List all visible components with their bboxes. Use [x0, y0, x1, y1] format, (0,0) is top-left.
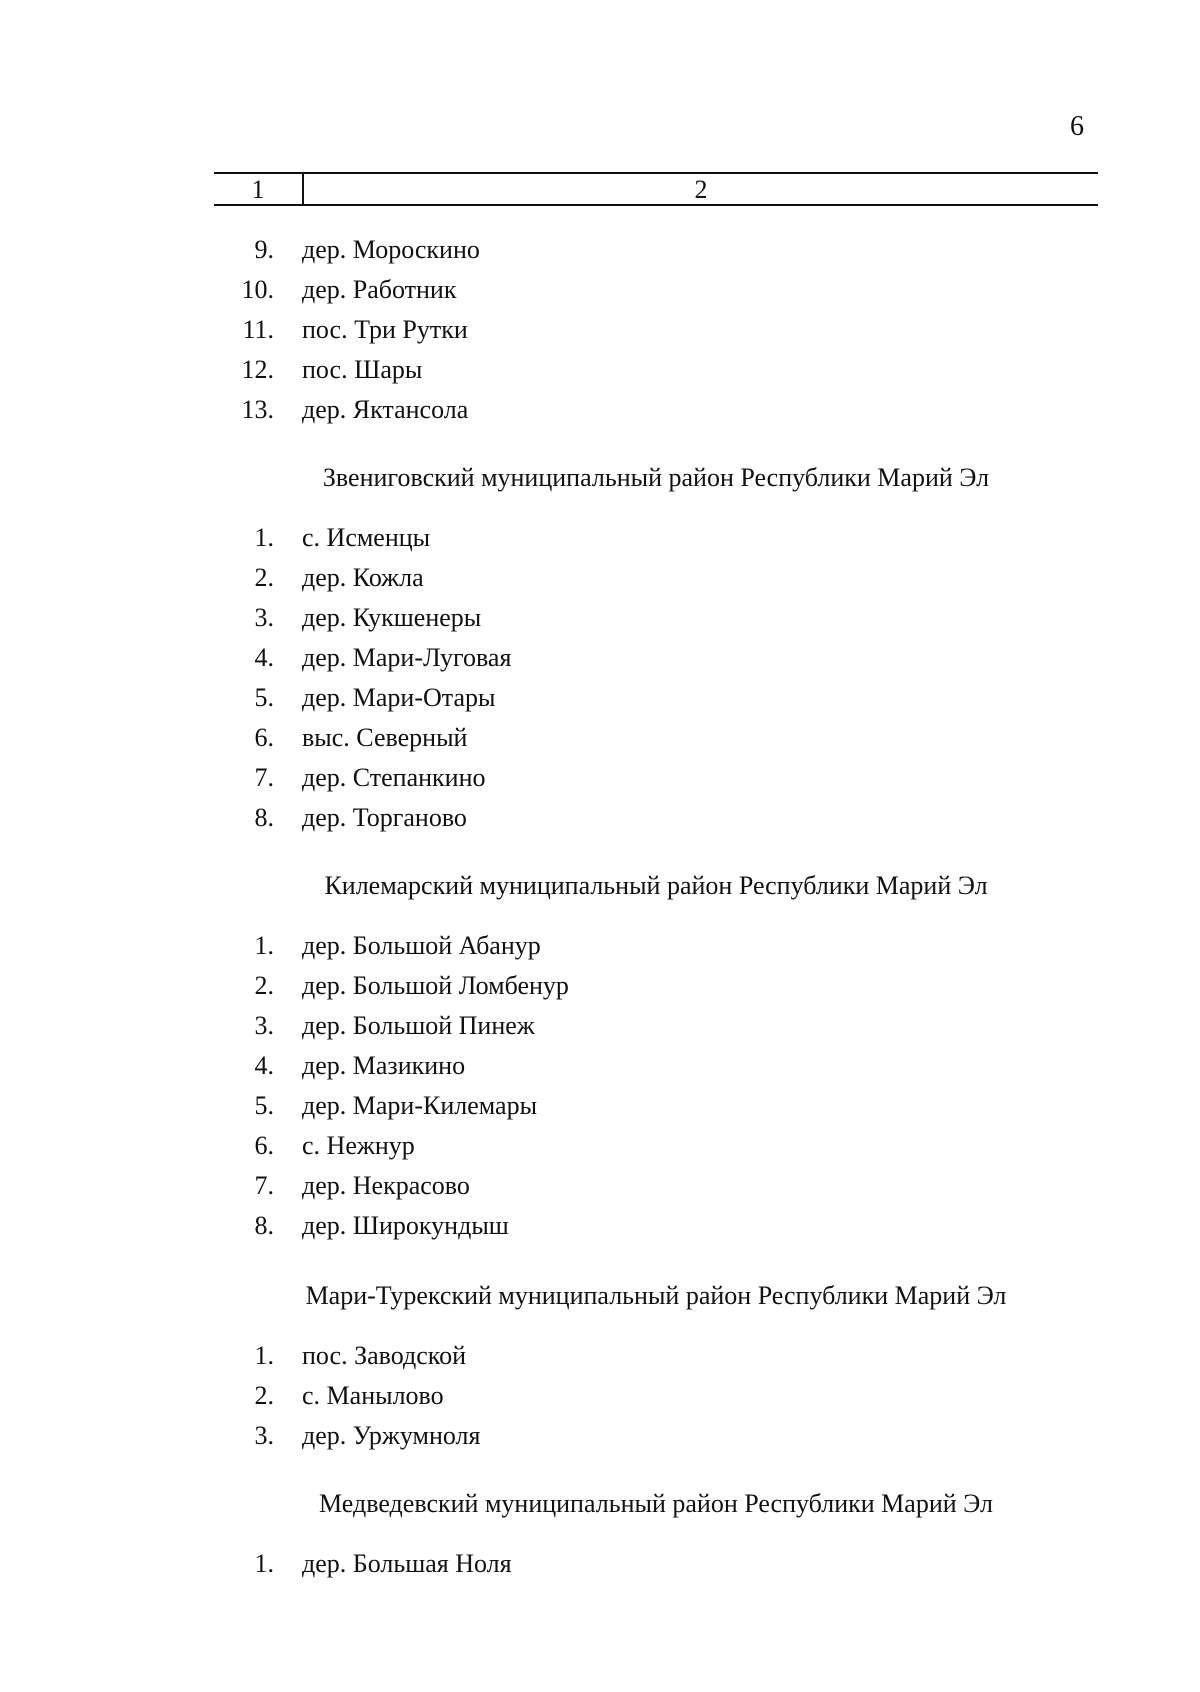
item-name: с. Манылово: [302, 1381, 444, 1410]
item-number: 8.: [254, 1211, 274, 1240]
district-title: Килемарский муниципальный район Республики Марий Эл: [324, 871, 988, 900]
item-name: дер. Торганово: [302, 803, 467, 832]
item-number: 3.: [254, 1011, 274, 1040]
item-name: дер. Большая Ноля: [302, 1549, 512, 1578]
item-name: пос. Три Рутки: [302, 315, 468, 344]
item-name: дер. Кукшенеры: [302, 603, 482, 632]
item-name: дер. Широкундыш: [302, 1211, 509, 1240]
district-title: Мари-Турекский муниципальный район Республики Марий Эл: [305, 1281, 1007, 1310]
item-number: 6.: [254, 1131, 274, 1160]
item-number: 11.: [242, 315, 274, 344]
item-number: 2.: [254, 971, 274, 1000]
item-number: 9.: [254, 235, 274, 264]
item-name: дер. Уржумноля: [302, 1421, 481, 1450]
item-name: дер. Большой Абанур: [302, 931, 541, 960]
item-name: дер. Степанкино: [302, 763, 486, 792]
item-name: с. Исменцы: [302, 523, 431, 552]
item-number: 4.: [254, 1051, 274, 1080]
item-number: 7.: [254, 1171, 274, 1200]
item-number: 12.: [241, 355, 274, 384]
item-number: 8.: [254, 803, 274, 832]
item-name: дер. Мари-Килемары: [302, 1091, 538, 1120]
item-name: дер. Мари-Луговая: [302, 643, 512, 672]
item-name: дер. Яктансола: [302, 395, 469, 424]
district-title: Медведевский муниципальный район Республики Марий Эл: [319, 1489, 993, 1518]
district-title: Звениговский муниципальный район Республики Марий Эл: [322, 463, 990, 492]
item-name: дер. Большой Ломбенур: [302, 971, 569, 1000]
item-number: 1.: [254, 931, 274, 960]
item-number: 5.: [254, 683, 274, 712]
table-header-col2: 2: [694, 175, 708, 204]
item-number: 13.: [241, 395, 274, 424]
item-number: 6.: [254, 723, 274, 752]
item-name: пос. Шары: [302, 355, 423, 384]
item-name: дер. Большой Пинеж: [302, 1011, 535, 1040]
item-name: выс. Северный: [302, 723, 468, 752]
item-number: 2.: [254, 1381, 274, 1410]
item-name: с. Нежнур: [302, 1131, 415, 1160]
table-header-col1: 1: [214, 174, 304, 204]
item-number: 10.: [241, 275, 274, 304]
item-number: 1.: [254, 523, 274, 552]
page-number: 6: [1070, 111, 1084, 142]
item-name: дер. Мазикино: [302, 1051, 466, 1080]
item-name: дер. Мороскино: [302, 235, 480, 264]
item-name: дер. Некрасово: [302, 1171, 470, 1200]
item-name: пос. Заводской: [302, 1341, 467, 1370]
item-number: 1.: [254, 1549, 274, 1578]
item-name: дер. Мари-Отары: [302, 683, 496, 712]
item-number: 4.: [254, 643, 274, 672]
item-number: 7.: [254, 763, 274, 792]
item-name: дер. Кожла: [302, 563, 424, 592]
item-number: 2.: [254, 563, 274, 592]
item-number: 5.: [254, 1091, 274, 1120]
table-header: [214, 172, 1098, 206]
item-name: дер. Работник: [302, 275, 457, 304]
item-number: 1.: [254, 1341, 274, 1370]
item-number: 3.: [254, 1421, 274, 1450]
item-number: 3.: [254, 603, 274, 632]
